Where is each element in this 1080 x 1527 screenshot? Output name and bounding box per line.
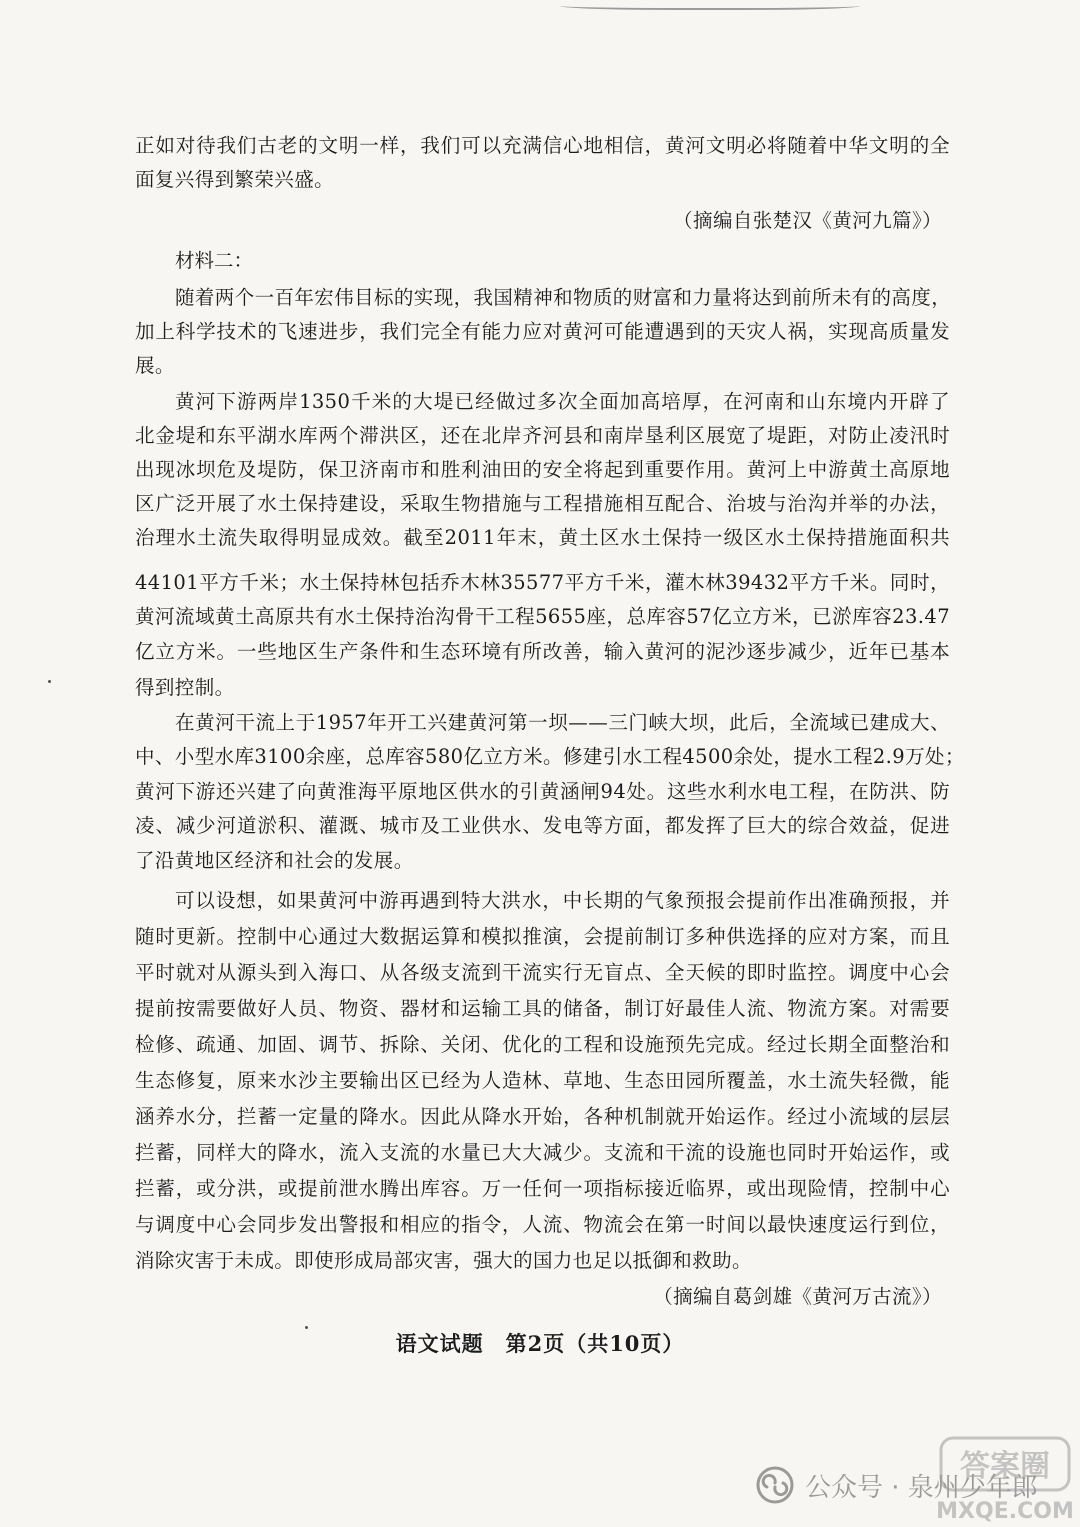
text-line: 凌、减少河道淤积、灌溉、城市及工业供水、发电等方面，都发挥了巨大的综合效益，促进 [135, 814, 950, 837]
logo-subtext: MXQE.COM [936, 1499, 1074, 1524]
text-line: 生态修复，原来水沙主要输出区已经为人造林、草地、生态田园所覆盖，水土流失轻微，能 [135, 1069, 950, 1092]
text-line: 44101平方千米；水土保持林包括乔木林35577平方千米，灌木林39432平方千米。同时， [135, 571, 950, 594]
text-line: 在黄河干流上于1957年开工兴建黄河第一坝——三门峡大坝，此后，全流域已建成大、 [175, 711, 950, 734]
text-line: 随时更新。控制中心通过大数据运算和模拟推演，会提前制订多种供选择的应对方案，而且 [135, 925, 950, 948]
text-line: 正如对待我们古老的文明一样，我们可以充满信心地相信，黄河文明必将随着中华文明的全 [135, 134, 950, 157]
source-citation-1: （摘编自张楚汉《黄河九篇》） [673, 209, 942, 232]
text-line: 随着两个一百年宏伟目标的实现，我国精神和物质的财富和力量将达到前所未有的高度， [175, 286, 952, 309]
text-line: 涵养水分，拦蓄一定量的降水。因此从降水开始，各种机制就开始运作。经过小流域的层层 [135, 1105, 950, 1128]
page-footer: 语文试题 第2页（共10页） [395, 1331, 685, 1356]
logo-text: 答案圈 [960, 1449, 1050, 1484]
text-line: 可以设想，如果黄河中游再遇到特大洪水，中长期的气象预报会提前作出准确预报，并 [175, 889, 950, 912]
text-line: 平时就对从源头到入海口、从各级支流到干流实行无盲点、全天候的即时监控。调度中心会 [135, 961, 950, 984]
text-line: 区广泛开展了水土保持建设，采取生物措施与工程措施相互配合、治坡与治沟并举的办法， [135, 492, 950, 515]
text-line: 黄河流域黄土高原共有水土保持治沟骨干工程5655座，总库容57亿立方米，已淤库容23.47 [135, 605, 950, 628]
source-citation-2: （摘编自葛剑雄《黄河万古流》） [653, 1285, 942, 1308]
text-line: 面复兴得到繁荣兴盛。 [135, 168, 335, 191]
text-line: 消除灾害于未成。即使形成局部灾害，强大的国力也足以抵御和救助。 [135, 1249, 752, 1272]
watermark-text: 公众号 · 泉州少年郎 [805, 1472, 1038, 1503]
text-line: 检修、疏通、加固、调节、拆除、关闭、优化的工程和设施预先完成。经过长期全面整治和 [135, 1033, 950, 1056]
text-line: 与调度中心会同步发出警报和相应的指令，人流、物流会在第一时间以最快速度运行到位， [135, 1213, 950, 1236]
text-line: 黄河下游还兴建了向黄淮海平原地区供水的引黄涵闸94处。这些水利水电工程，在防洪、防 [135, 780, 950, 803]
text-line: 得到控制。 [135, 676, 235, 699]
answer-site-logo [935, 1432, 1075, 1527]
text-line: 了沿黄地区经济和社会的发展。 [135, 849, 414, 872]
text-line: 中、小型水库3100余座，总库容580亿立方米。修建引水工程4500余处，提水工程2.9万处； [135, 745, 965, 768]
text-line: 治理水土流失取得明显成效。截至2011年末，黄土区水土保持一级区水土保持措施面积共 [135, 526, 950, 549]
text-line: 拦蓄，或分洪，或提前泄水腾出库容。万一任何一项指标接近临界，或出现险情，控制中心 [135, 1177, 950, 1200]
text-line: 拦蓄，同样大的降水，流入支流的水量已大大减少。支流和干流的设施也同时开始运作，或 [135, 1141, 950, 1164]
text-line: 北金堤和东平湖水库两个滞洪区，还在北岸齐河县和南岸垦利区展宽了堤距，对防止凌汛时 [135, 424, 950, 447]
text-line: 黄河下游两岸1350千米的大堤已经做过多次全面加高培厚，在河南和山东境内开辟了 [175, 390, 950, 413]
text-line: 加上科学技术的飞速进步，我们完全有能力应对黄河可能遭遇到的天灾人祸，实现高质量发 [135, 320, 950, 343]
text-line: 提前按需要做好人员、物资、器材和运输工具的储备，制订好最佳人流、物流方案。对需要 [135, 997, 950, 1020]
material-2-heading: 材料二： [175, 249, 254, 272]
wechat-official-account-icon [755, 1465, 795, 1505]
text-line: 出现冰坝危及堤防，保卫济南市和胜利油田的安全将起到重要作用。黄河上中游黄土高原地 [135, 458, 950, 481]
text-line: 亿立方米。一些地区生产条件和生态环境有所改善，输入黄河的泥沙逐步减少，近年已基本 [135, 640, 950, 663]
text-line: 展。 [135, 354, 175, 377]
